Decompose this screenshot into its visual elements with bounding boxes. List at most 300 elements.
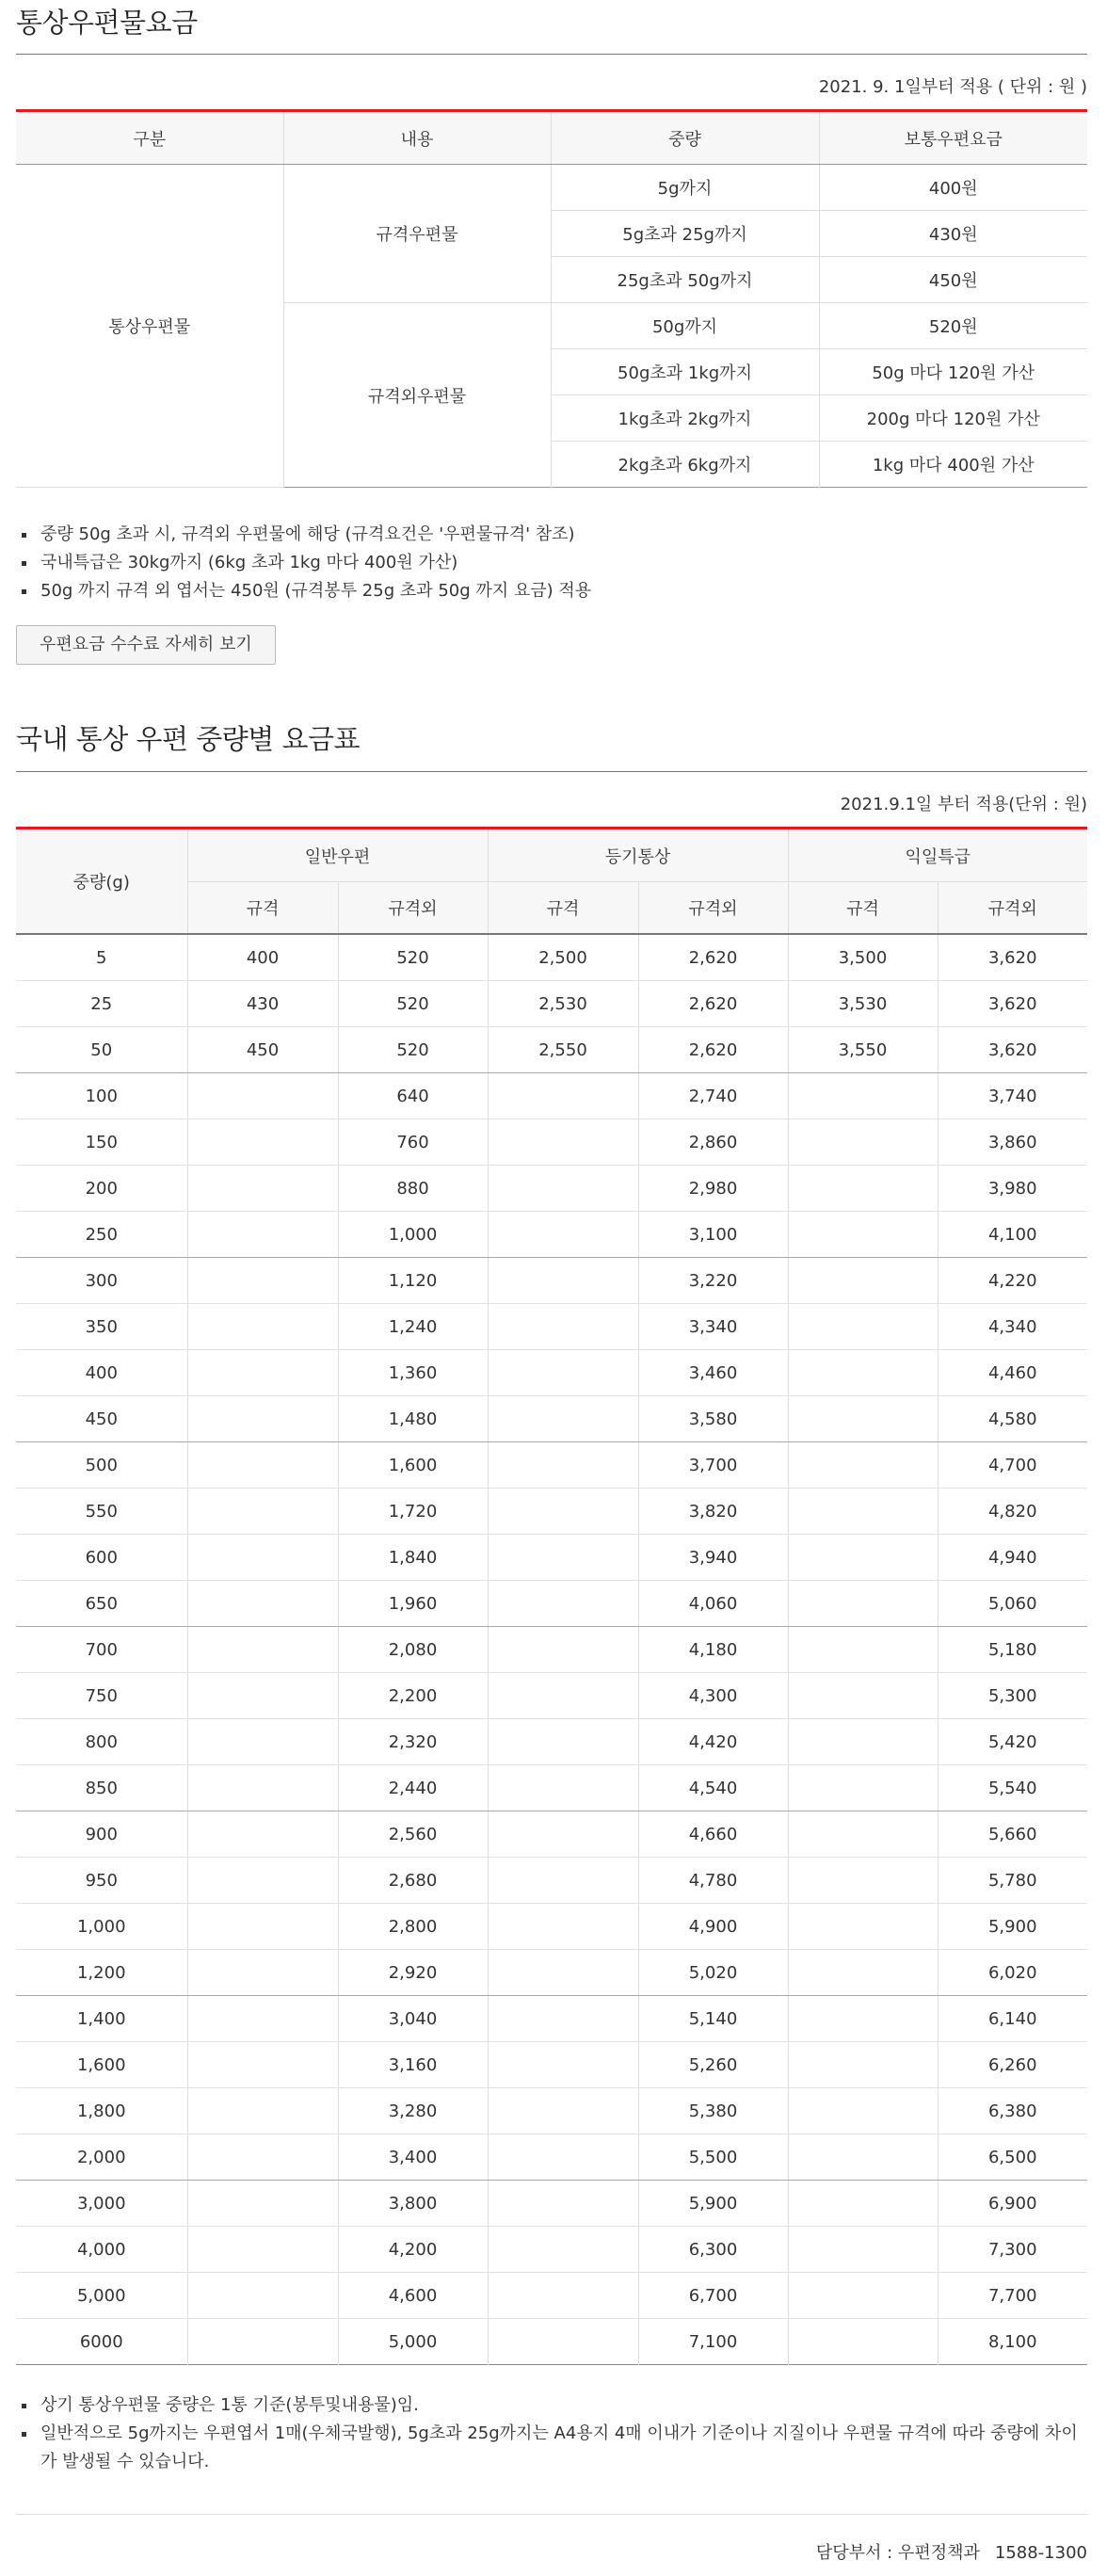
express-nonstandard-cell: 6,140 <box>938 1996 1087 2042</box>
regular-nonstandard-cell: 1,120 <box>338 1258 488 1304</box>
registered-standard-cell <box>488 1166 638 1212</box>
regular-standard-cell <box>187 1073 338 1119</box>
express-nonstandard-cell: 4,940 <box>938 1535 1087 1581</box>
regular-standard-cell <box>187 1811 338 1858</box>
weight-cell: 5g까지 <box>551 165 819 211</box>
registered-standard-cell <box>488 1073 638 1119</box>
table-row <box>16 2227 1087 2273</box>
table-row <box>16 1904 1087 1950</box>
express-nonstandard-cell: 7,700 <box>938 2273 1087 2319</box>
category-cell: 통상우편물 <box>16 165 283 488</box>
express-nonstandard-cell: 6,500 <box>938 2134 1087 2181</box>
regular-standard-cell: 450 <box>187 1027 338 1073</box>
express-standard-cell <box>788 1904 938 1950</box>
table-row <box>16 1119 1087 1166</box>
weight-fee-table <box>16 827 1087 2365</box>
weight-cell: 5,000 <box>16 2273 187 2319</box>
price-cell: 50g 마다 120원 가산 <box>819 349 1087 395</box>
express-standard-cell <box>788 1073 938 1119</box>
weight-cell: 450 <box>16 1396 187 1442</box>
regular-nonstandard-cell: 1,360 <box>338 1350 488 1396</box>
registered-standard-cell <box>488 1719 638 1765</box>
regular-nonstandard-cell: 4,200 <box>338 2227 488 2273</box>
note-item: 상기 통상우편물 중량은 1통 기준(봉투및내용물)임. <box>16 2391 1087 2420</box>
regular-standard-cell <box>187 1304 338 1350</box>
registered-nonstandard-cell: 4,540 <box>638 1765 788 1811</box>
express-nonstandard-cell: 5,300 <box>938 1673 1087 1719</box>
registered-standard-cell <box>488 1119 638 1166</box>
table-row <box>16 1304 1087 1350</box>
weight-cell: 750 <box>16 1673 187 1719</box>
registered-standard-cell <box>488 1811 638 1858</box>
registered-standard-cell: 2,550 <box>488 1027 638 1073</box>
express-standard-cell <box>788 1996 938 2042</box>
regular-standard-cell <box>187 1673 338 1719</box>
express-standard-cell <box>788 1581 938 1627</box>
express-standard-cell <box>788 1535 938 1581</box>
express-nonstandard-cell: 5,900 <box>938 1904 1087 1950</box>
regular-standard-cell <box>187 1258 338 1304</box>
regular-standard-cell: 400 <box>187 934 338 981</box>
note-item: 50g 까지 규격 외 엽서는 450원 (규격봉투 25g 초과 50g 까지 요금) 적용 <box>16 577 1087 605</box>
regular-nonstandard-cell: 2,320 <box>338 1719 488 1765</box>
regular-standard-cell <box>187 2181 338 2227</box>
header-registered-mail: 등기통상 <box>488 829 788 882</box>
express-nonstandard-cell: 4,220 <box>938 1258 1087 1304</box>
registered-nonstandard-cell: 2,980 <box>638 1166 788 1212</box>
regular-nonstandard-cell: 2,920 <box>338 1950 488 1996</box>
express-standard-cell <box>788 1396 938 1442</box>
registered-standard-cell <box>488 2227 638 2273</box>
table-row <box>16 1765 1087 1811</box>
express-standard-cell: 3,550 <box>788 1027 938 1073</box>
subheader-nonstandard: 규격외 <box>938 882 1087 935</box>
registered-nonstandard-cell: 2,860 <box>638 1119 788 1166</box>
standard-fee-table-wrap <box>16 109 1087 488</box>
regular-standard-cell <box>187 1904 338 1950</box>
price-cell: 520원 <box>819 303 1087 349</box>
section2-header <box>16 716 1087 772</box>
registered-standard-cell <box>488 1396 638 1442</box>
registered-nonstandard-cell: 3,340 <box>638 1304 788 1350</box>
registered-standard-cell <box>488 1212 638 1258</box>
table-row <box>16 2319 1087 2365</box>
regular-standard-cell <box>187 2088 338 2134</box>
regular-standard-cell <box>187 1212 338 1258</box>
price-cell: 1kg 마다 400원 가산 <box>819 442 1087 488</box>
express-standard-cell: 3,500 <box>788 934 938 981</box>
registered-standard-cell <box>488 1489 638 1535</box>
registered-nonstandard-cell: 7,100 <box>638 2319 788 2365</box>
regular-standard-cell <box>187 1119 338 1166</box>
regular-nonstandard-cell: 1,000 <box>338 1212 488 1258</box>
table-row <box>16 981 1087 1027</box>
weight-cell: 950 <box>16 1858 187 1904</box>
regular-standard-cell <box>187 2319 338 2365</box>
registered-nonstandard-cell: 4,060 <box>638 1581 788 1627</box>
note-item: 중량 50g 초과 시, 규격외 우편물에 해당 (규격요건은 '우편물규격' 참조) <box>16 521 1087 549</box>
express-nonstandard-cell: 3,620 <box>938 981 1087 1027</box>
registered-standard-cell <box>488 1996 638 2042</box>
registered-standard-cell <box>488 1765 638 1811</box>
weight-fee-table-wrap <box>16 827 1087 2365</box>
express-nonstandard-cell: 5,780 <box>938 1858 1087 1904</box>
registered-standard-cell <box>488 1581 638 1627</box>
regular-nonstandard-cell: 1,480 <box>338 1396 488 1442</box>
regular-standard-cell <box>187 2042 338 2088</box>
table-row <box>16 1673 1087 1719</box>
table-row <box>16 1719 1087 1765</box>
weight-cell: 1,200 <box>16 1950 187 1996</box>
express-nonstandard-cell: 5,660 <box>938 1811 1087 1858</box>
standard-fee-header-row <box>16 111 1087 165</box>
price-cell: 450원 <box>819 257 1087 303</box>
weight-cell: 700 <box>16 1627 187 1673</box>
express-standard-cell <box>788 1119 938 1166</box>
table-row <box>16 2134 1087 2181</box>
express-nonstandard-cell: 3,740 <box>938 1073 1087 1119</box>
registered-nonstandard-cell: 4,900 <box>638 1904 788 1950</box>
regular-nonstandard-cell: 2,200 <box>338 1673 488 1719</box>
weight-cell: 5 <box>16 934 187 981</box>
footer <box>16 2514 1087 2564</box>
express-standard-cell <box>788 1811 938 1858</box>
weight-cell: 600 <box>16 1535 187 1581</box>
regular-nonstandard-cell: 3,160 <box>338 2042 488 2088</box>
footer-department: 담당부서 : 우편정책과 <box>815 2543 980 2563</box>
table-row <box>16 1442 1087 1489</box>
subheader-nonstandard: 규격외 <box>338 882 488 935</box>
weight-cell: 300 <box>16 1258 187 1304</box>
price-cell: 430원 <box>819 211 1087 257</box>
weight-fee-header-row <box>16 829 1087 882</box>
regular-nonstandard-cell: 1,600 <box>338 1442 488 1489</box>
express-nonstandard-cell: 7,300 <box>938 2227 1087 2273</box>
weight-cell: 500 <box>16 1442 187 1489</box>
header-category: 구분 <box>16 111 283 165</box>
registered-nonstandard-cell: 4,300 <box>638 1673 788 1719</box>
table-row <box>16 2088 1087 2134</box>
section1-notes <box>16 521 1087 605</box>
express-nonstandard-cell: 4,580 <box>938 1396 1087 1442</box>
section1-header <box>16 0 1087 55</box>
price-cell: 200g 마다 120원 가산 <box>819 395 1087 442</box>
table-row <box>16 1258 1087 1304</box>
registered-nonstandard-cell: 3,700 <box>638 1442 788 1489</box>
regular-nonstandard-cell: 2,800 <box>338 1904 488 1950</box>
note-item: 일반적으로 5g까지는 우편엽서 1매(우체국발행), 5g초과 25g까지는 A4용지 4매 이내가 기준이나 지질이나 우편물 규격에 따라 중량에 차이가 발생될 수 있습니다. <box>16 2420 1087 2476</box>
regular-standard-cell <box>187 1489 338 1535</box>
note-item: 국내특급은 30kg까지 (6kg 초과 1kg 마다 400원 가산) <box>16 549 1087 577</box>
express-standard-cell <box>788 2181 938 2227</box>
table-row <box>16 1627 1087 1673</box>
express-nonstandard-cell: 6,900 <box>938 2181 1087 2227</box>
express-nonstandard-cell: 4,820 <box>938 1489 1087 1535</box>
table-row <box>16 165 1087 211</box>
weight-cell: 5g초과 25g까지 <box>551 211 819 257</box>
weight-fee-body <box>16 934 1087 2365</box>
express-nonstandard-cell: 6,380 <box>938 2088 1087 2134</box>
regular-standard-cell <box>187 1765 338 1811</box>
table-row <box>16 1166 1087 1212</box>
registered-nonstandard-cell: 4,180 <box>638 1627 788 1673</box>
express-standard-cell <box>788 2273 938 2319</box>
regular-nonstandard-cell: 520 <box>338 981 488 1027</box>
table-row <box>16 1581 1087 1627</box>
registered-standard-cell <box>488 1442 638 1489</box>
regular-nonstandard-cell: 760 <box>338 1119 488 1166</box>
express-nonstandard-cell: 4,340 <box>938 1304 1087 1350</box>
registered-standard-cell: 2,530 <box>488 981 638 1027</box>
regular-standard-cell <box>187 2273 338 2319</box>
registered-standard-cell <box>488 1304 638 1350</box>
express-standard-cell: 3,530 <box>788 981 938 1027</box>
registered-standard-cell <box>488 2181 638 2227</box>
regular-standard-cell <box>187 1581 338 1627</box>
regular-standard-cell <box>187 1858 338 1904</box>
group-cell-nonstandard: 규격외우편물 <box>283 303 551 488</box>
regular-standard-cell <box>187 2227 338 2273</box>
table-row <box>16 1996 1087 2042</box>
regular-nonstandard-cell: 2,560 <box>338 1811 488 1858</box>
registered-standard-cell <box>488 1673 638 1719</box>
detail-button-wrap <box>16 625 1087 665</box>
table-row <box>16 2273 1087 2319</box>
registered-nonstandard-cell: 5,900 <box>638 2181 788 2227</box>
footer-phone[interactable]: 1588-1300 <box>994 2543 1087 2563</box>
weight-cell: 50g초과 1kg까지 <box>551 349 819 395</box>
express-nonstandard-cell: 6,260 <box>938 2042 1087 2088</box>
regular-standard-cell <box>187 1396 338 1442</box>
registered-standard-cell <box>488 1858 638 1904</box>
express-standard-cell <box>788 2042 938 2088</box>
registered-nonstandard-cell: 4,660 <box>638 1811 788 1858</box>
regular-standard-cell <box>187 1950 338 1996</box>
table-row <box>16 1535 1087 1581</box>
registered-standard-cell <box>488 2134 638 2181</box>
registered-nonstandard-cell: 5,380 <box>638 2088 788 2134</box>
registered-standard-cell <box>488 2042 638 2088</box>
express-standard-cell <box>788 1950 938 1996</box>
price-cell: 400원 <box>819 165 1087 211</box>
registered-nonstandard-cell: 5,020 <box>638 1950 788 1996</box>
regular-standard-cell <box>187 1535 338 1581</box>
registered-nonstandard-cell: 2,620 <box>638 934 788 981</box>
group-cell-standard: 규격우편물 <box>283 165 551 303</box>
table-row <box>16 1950 1087 1996</box>
subheader-standard: 규격 <box>788 882 938 935</box>
weight-cell: 550 <box>16 1489 187 1535</box>
weight-cell: 350 <box>16 1304 187 1350</box>
table-row <box>16 2042 1087 2088</box>
express-standard-cell <box>788 2134 938 2181</box>
registered-standard-cell <box>488 1350 638 1396</box>
table-row <box>16 1350 1087 1396</box>
table-row <box>16 1489 1087 1535</box>
weight-cell: 100 <box>16 1073 187 1119</box>
table-row <box>16 934 1087 981</box>
regular-nonstandard-cell: 3,040 <box>338 1996 488 2042</box>
registered-nonstandard-cell: 4,780 <box>638 1858 788 1904</box>
regular-standard-cell <box>187 1996 338 2042</box>
header-price: 보통우편요금 <box>819 111 1087 165</box>
regular-nonstandard-cell: 2,440 <box>338 1765 488 1811</box>
header-regular-mail: 일반우편 <box>187 829 488 882</box>
weight-cell: 2,000 <box>16 2134 187 2181</box>
express-nonstandard-cell: 5,180 <box>938 1627 1087 1673</box>
regular-nonstandard-cell: 2,080 <box>338 1627 488 1673</box>
header-weight-g: 중량(g) <box>16 829 187 935</box>
subheader-nonstandard: 규격외 <box>638 882 788 935</box>
registered-nonstandard-cell: 6,300 <box>638 2227 788 2273</box>
weight-cell: 400 <box>16 1350 187 1396</box>
regular-nonstandard-cell: 3,280 <box>338 2088 488 2134</box>
section2-effective-date: 2021.9.1일 부터 적용(단위 : 원) <box>840 795 1087 814</box>
express-nonstandard-cell: 4,460 <box>938 1350 1087 1396</box>
table-row <box>16 1073 1087 1119</box>
regular-standard-cell <box>187 1166 338 1212</box>
regular-standard-cell <box>187 1627 338 1673</box>
express-nonstandard-cell: 6,020 <box>938 1950 1087 1996</box>
registered-standard-cell <box>488 2088 638 2134</box>
registered-nonstandard-cell: 3,100 <box>638 1212 788 1258</box>
express-standard-cell <box>788 1719 938 1765</box>
registered-nonstandard-cell: 6,700 <box>638 2273 788 2319</box>
express-standard-cell <box>788 2319 938 2365</box>
regular-nonstandard-cell: 5,000 <box>338 2319 488 2365</box>
weight-cell: 6000 <box>79 2331 123 2352</box>
registered-standard-cell <box>488 1627 638 1673</box>
weight-cell: 4,000 <box>16 2227 187 2273</box>
subheader-standard: 규격 <box>187 882 338 935</box>
express-standard-cell <box>788 2088 938 2134</box>
registered-nonstandard-cell: 5,500 <box>638 2134 788 2181</box>
express-standard-cell <box>788 2227 938 2273</box>
regular-nonstandard-cell: 880 <box>338 1166 488 1212</box>
express-nonstandard-cell: 3,860 <box>938 1119 1087 1166</box>
express-standard-cell <box>788 1304 938 1350</box>
express-standard-cell <box>788 1765 938 1811</box>
table-row <box>16 1858 1087 1904</box>
weight-cell: 25 <box>16 981 187 1027</box>
express-nonstandard-cell: 3,620 <box>938 1027 1087 1073</box>
express-standard-cell <box>788 1858 938 1904</box>
registered-nonstandard-cell: 4,420 <box>638 1719 788 1765</box>
regular-nonstandard-cell: 1,840 <box>338 1535 488 1581</box>
weight-cell: 1,000 <box>16 1904 187 1950</box>
registered-standard-cell <box>488 1535 638 1581</box>
section2-notes <box>16 2391 1087 2476</box>
registered-nonstandard-cell: 5,140 <box>638 1996 788 2042</box>
registered-nonstandard-cell: 3,580 <box>638 1396 788 1442</box>
express-nonstandard-cell: 8,100 <box>938 2319 1087 2365</box>
express-nonstandard-cell: 3,980 <box>938 1166 1087 1212</box>
weight-cell: 2kg초과 6kg까지 <box>551 442 819 488</box>
weight-cell: 250 <box>16 1212 187 1258</box>
regular-standard-cell <box>187 2134 338 2181</box>
weight-cell: 1kg초과 2kg까지 <box>551 395 819 442</box>
table-row <box>16 1396 1087 1442</box>
regular-nonstandard-cell: 3,800 <box>338 2181 488 2227</box>
registered-standard-cell <box>488 1904 638 1950</box>
subheader-standard: 규격 <box>488 882 638 935</box>
weight-cell: 200 <box>16 1166 187 1212</box>
express-nonstandard-cell: 5,540 <box>938 1765 1087 1811</box>
registered-nonstandard-cell: 2,620 <box>638 981 788 1027</box>
registered-standard-cell <box>488 2319 638 2365</box>
regular-nonstandard-cell: 1,960 <box>338 1581 488 1627</box>
registered-nonstandard-cell: 2,620 <box>638 1027 788 1073</box>
weight-cell: 800 <box>16 1719 187 1765</box>
weight-cell: 50g까지 <box>551 303 819 349</box>
registered-nonstandard-cell: 2,740 <box>638 1073 788 1119</box>
express-standard-cell <box>788 1627 938 1673</box>
regular-nonstandard-cell: 4,600 <box>338 2273 488 2319</box>
registered-standard-cell: 2,500 <box>488 934 638 981</box>
weight-cell: 25g초과 50g까지 <box>551 257 819 303</box>
weight-cell: 1,400 <box>16 1996 187 2042</box>
express-nonstandard-cell: 5,060 <box>938 1581 1087 1627</box>
registered-standard-cell <box>488 1258 638 1304</box>
registered-nonstandard-cell: 3,460 <box>638 1350 788 1396</box>
regular-nonstandard-cell: 2,680 <box>338 1858 488 1904</box>
express-standard-cell <box>788 1442 938 1489</box>
standard-fee-table <box>16 109 1087 488</box>
regular-nonstandard-cell: 520 <box>338 1027 488 1073</box>
registered-nonstandard-cell: 3,940 <box>638 1535 788 1581</box>
express-standard-cell <box>788 1258 938 1304</box>
registered-nonstandard-cell: 3,220 <box>638 1258 788 1304</box>
registered-standard-cell <box>488 1950 638 1996</box>
table-row <box>16 1027 1087 1073</box>
express-standard-cell <box>788 1212 938 1258</box>
express-nonstandard-cell: 3,620 <box>938 934 1087 981</box>
weight-cell: 150 <box>16 1119 187 1166</box>
header-content: 내용 <box>283 111 551 165</box>
regular-nonstandard-cell: 640 <box>338 1073 488 1119</box>
section1-title: 통상우편물요금 <box>16 7 198 39</box>
registered-nonstandard-cell: 3,820 <box>638 1489 788 1535</box>
express-standard-cell <box>788 1166 938 1212</box>
regular-standard-cell <box>187 1719 338 1765</box>
regular-standard-cell <box>187 1442 338 1489</box>
weight-cell: 650 <box>16 1581 187 1627</box>
weight-cell: 50 <box>16 1027 187 1073</box>
regular-nonstandard-cell: 3,400 <box>338 2134 488 2181</box>
section1-effective-date: 2021. 9. 1일부터 적용 ( 단위 : 원 ) <box>818 77 1087 97</box>
registered-nonstandard-cell: 5,260 <box>638 2042 788 2088</box>
express-standard-cell <box>788 1489 938 1535</box>
regular-standard-cell: 430 <box>187 981 338 1027</box>
table-row <box>16 1212 1087 1258</box>
header-weight: 중량 <box>551 111 819 165</box>
weight-cell: 3,000 <box>16 2181 187 2227</box>
regular-nonstandard-cell: 1,240 <box>338 1304 488 1350</box>
fee-detail-button[interactable]: 우편요금 수수료 자세히 보기 <box>16 625 276 665</box>
regular-standard-cell <box>187 1350 338 1396</box>
section2-title: 국내 통상 우편 중량별 요금표 <box>16 723 361 755</box>
weight-cell: 850 <box>16 1765 187 1811</box>
weight-cell: 1,800 <box>16 2088 187 2134</box>
express-standard-cell <box>788 1350 938 1396</box>
registered-standard-cell <box>488 2273 638 2319</box>
regular-nonstandard-cell: 1,720 <box>338 1489 488 1535</box>
table-row <box>16 1811 1087 1858</box>
header-express-mail: 익일특급 <box>788 829 1087 882</box>
weight-cell: 1,600 <box>16 2042 187 2088</box>
express-nonstandard-cell: 5,420 <box>938 1719 1087 1765</box>
regular-nonstandard-cell: 520 <box>338 934 488 981</box>
